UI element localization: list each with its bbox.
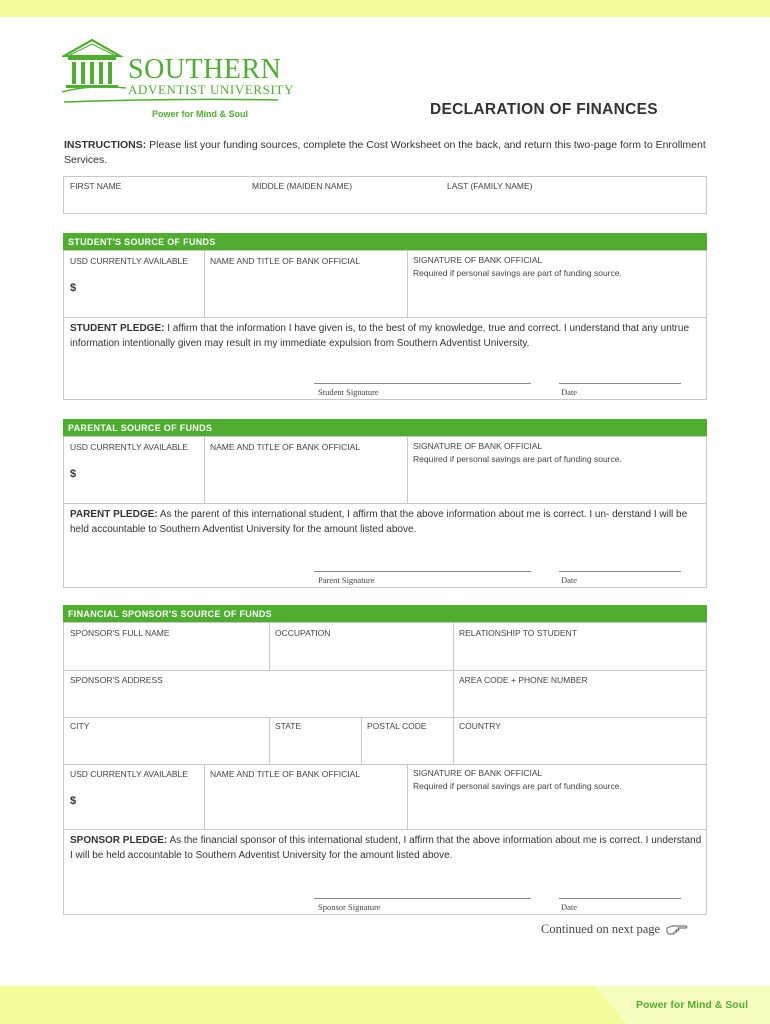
sponsor-state-field[interactable]: STATE	[275, 721, 302, 731]
divider	[64, 829, 706, 830]
university-logo	[62, 36, 302, 126]
student-pledge-label: STUDENT PLEDGE:	[70, 323, 165, 334]
sponsor-signature-label: Sponsor Signature	[318, 902, 381, 912]
parent-date-line[interactable]	[559, 571, 681, 572]
sponsor-phone-field[interactable]: AREA CODE + PHONE NUMBER	[459, 675, 588, 685]
student-bank-signature-field[interactable]	[413, 254, 703, 280]
divider	[204, 764, 205, 829]
sponsor-pledge-text: As the financial sponsor of this international student, I affirm that the above information about me is correct. I understand I will be held accountable to Southern Adventist University for the amount listed above.	[70, 835, 702, 861]
divider	[453, 717, 454, 764]
continued-note	[541, 922, 688, 937]
sponsor-date-line[interactable]	[559, 898, 681, 899]
parent-pledge	[70, 508, 702, 537]
student-bank-official-field[interactable]: NAME AND TITLE OF BANK OFFICIAL	[210, 256, 361, 266]
sponsor-bank-signature-field[interactable]	[413, 767, 703, 793]
sponsor-section-heading: FINANCIAL SPONSOR'S SOURCE OF FUNDS	[63, 605, 707, 622]
parent-section-heading: PARENTAL SOURCE OF FUNDS	[63, 419, 707, 436]
student-signature-label: Student Signature	[318, 387, 379, 397]
divider	[361, 717, 362, 764]
parent-usd-field[interactable]: $	[70, 468, 77, 480]
sponsor-full-name-field[interactable]: SPONSOR'S FULL NAME	[70, 628, 170, 638]
divider	[269, 623, 270, 670]
student-date-label: Date	[561, 387, 578, 397]
parent-section-box	[63, 436, 707, 588]
divider	[269, 717, 270, 764]
sponsor-usd-label: USD CURRENTLY AVAILABLE	[70, 769, 188, 779]
instructions-text: Please list your funding sources, complete the Cost Worksheet on the back, and return this two-page form to Enrollment Services.	[64, 139, 706, 166]
sponsor-pledge	[70, 834, 702, 863]
footer-tagline: Power for Mind & Soul	[636, 999, 748, 1011]
middle-name-field[interactable]: MIDDLE (MAIDEN NAME)	[252, 181, 353, 191]
logo-tagline: Power for Mind & Soul	[152, 109, 248, 119]
sponsor-bank-signature-label: SIGNATURE OF BANK OFFICIAL	[413, 768, 543, 778]
student-bank-signature-note: Required if personal savings are part of funding source.	[413, 268, 622, 278]
student-section-box	[63, 250, 707, 400]
divider	[64, 317, 706, 318]
instructions-label: INSTRUCTIONS:	[64, 139, 147, 151]
sponsor-pledge-label: SPONSOR PLEDGE:	[70, 835, 168, 846]
divider	[64, 670, 706, 671]
parent-usd-label: USD CURRENTLY AVAILABLE	[70, 442, 188, 452]
student-section-heading: STUDENT'S SOURCE OF FUNDS	[63, 233, 707, 250]
sponsor-country-field[interactable]: COUNTRY	[459, 721, 501, 731]
sponsor-date-label: Date	[561, 902, 578, 912]
pointing-hand-icon	[666, 924, 688, 936]
student-usd-field[interactable]: $	[70, 282, 77, 294]
top-color-band	[0, 0, 770, 17]
divider	[64, 503, 706, 504]
document-title: DECLARATION OF FINANCES	[430, 101, 658, 118]
student-signature-line[interactable]	[314, 383, 531, 384]
parent-bank-official-field[interactable]: NAME AND TITLE OF BANK OFFICIAL	[210, 442, 361, 452]
divider	[453, 670, 454, 717]
logo-university-subname: ADVENTIST UNIVERSITY	[128, 82, 294, 97]
sponsor-usd-field[interactable]: $	[70, 795, 77, 807]
name-fields-box	[63, 176, 707, 214]
student-usd-label: USD CURRENTLY AVAILABLE	[70, 256, 188, 266]
logo-underline	[62, 98, 302, 104]
continued-text: Continued on next page	[541, 922, 661, 936]
first-name-field[interactable]: FIRST NAME	[70, 181, 122, 191]
student-pledge	[70, 322, 702, 351]
sponsor-section-box	[63, 622, 707, 915]
sponsor-relationship-field[interactable]: RELATIONSHIP TO STUDENT	[459, 628, 577, 638]
parent-bank-signature-label: SIGNATURE OF BANK OFFICIAL	[413, 441, 543, 451]
student-pledge-text: I affirm that the information I have given is, to the best of my knowledge, true and correct. I understand that any untrue information intentionally given may result in my immediate expulsion from Southern Adventist University.	[70, 323, 690, 349]
divider	[64, 764, 706, 765]
divider	[407, 764, 408, 829]
student-bank-signature-label: SIGNATURE OF BANK OFFICIAL	[413, 255, 543, 265]
divider	[204, 437, 205, 503]
parent-bank-signature-field[interactable]	[413, 440, 703, 466]
last-name-field[interactable]: LAST (FAMILY NAME)	[447, 181, 533, 191]
parent-pledge-label: PARENT PLEDGE:	[70, 509, 158, 520]
divider	[64, 717, 706, 718]
sponsor-signature-line[interactable]	[314, 898, 531, 899]
parent-signature-line[interactable]	[314, 571, 531, 572]
instructions	[64, 138, 714, 168]
parent-date-label: Date	[561, 575, 578, 585]
sponsor-postal-code-field[interactable]: POSTAL CODE	[367, 721, 427, 731]
parent-bank-signature-note: Required if personal savings are part of funding source.	[413, 454, 622, 464]
student-date-line[interactable]	[559, 383, 681, 384]
logo-university-name: SOUTHERN	[128, 54, 282, 85]
divider	[407, 437, 408, 503]
sponsor-bank-official-field[interactable]: NAME AND TITLE OF BANK OFFICIAL	[210, 769, 361, 779]
parent-signature-label: Parent Signature	[318, 575, 375, 585]
columns-building-icon	[62, 36, 126, 96]
parent-pledge-text: As the parent of this international student, I affirm that the above information about me is correct. I un- derstand I will be held accountable to Southern Adventist University for the amount listed above.	[70, 509, 688, 535]
sponsor-bank-signature-note: Required if personal savings are part of funding source.	[413, 781, 622, 791]
sponsor-address-field[interactable]: SPONSOR'S ADDRESS	[70, 675, 163, 685]
divider	[407, 251, 408, 317]
sponsor-city-field[interactable]: CITY	[70, 721, 90, 731]
divider	[204, 251, 205, 317]
divider	[453, 623, 454, 670]
sponsor-occupation-field[interactable]: OCCUPATION	[275, 628, 331, 638]
